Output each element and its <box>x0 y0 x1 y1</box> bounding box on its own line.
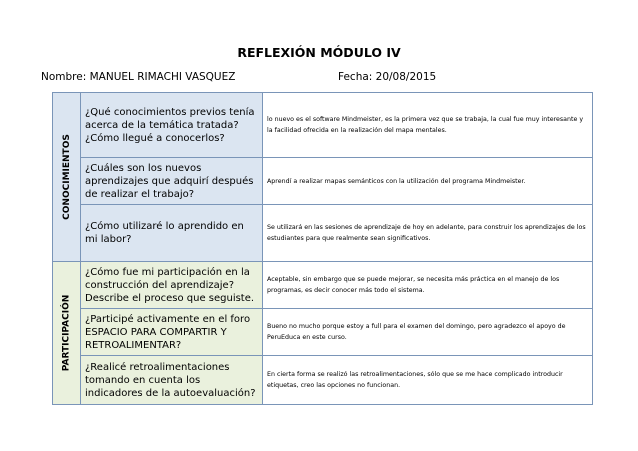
student-name: Nombre: MANUEL RIMACHI VASQUEZ <box>41 71 236 83</box>
section-label-participacion <box>53 262 81 405</box>
answer-cell: Aprendí a realizar mapas semánticos con la utilización del programa Mindmeister. <box>263 158 593 205</box>
table-row <box>53 158 593 205</box>
answer-cell: lo nuevo es el software Mindmeister, es la primera vez que se trabaja, la cual fue muy interesante y la facilidad ofrecida en la realización del mapa mentales. <box>263 93 593 158</box>
question-cell: ¿Cuáles son los nuevos aprendizajes que adquirí después de realizar el trabajo? <box>81 158 263 205</box>
reflection-table <box>52 92 593 405</box>
answer-cell: Bueno no mucho porque estoy a full para el examen del domingo, pero agradezco el apoyo de PeruEduca en este curso. <box>263 309 593 356</box>
table-row <box>53 205 593 262</box>
question-cell: ¿Cómo utilizaré lo aprendido en mi labor? <box>81 205 263 262</box>
section-label-text: CONOCIMIENTOS <box>61 134 72 220</box>
question-cell: ¿Qué conocimientos previos tenía acerca de la temática tratada? ¿Cómo llegué a conocerlos? <box>81 93 263 158</box>
table-row <box>53 93 593 158</box>
answer-cell: Se utilizará en las sesiones de aprendizaje de hoy en adelante, para construir los aprendizajes de los estudiantes para que realmente sean significativos. <box>263 205 593 262</box>
question-cell: ¿Realicé retroalimentaciones tomando en cuenta los indicadores de la autoevaluación? <box>81 356 263 405</box>
section-label-conocimientos <box>53 93 81 262</box>
question-cell: ¿Participé activamente en el foro ESPACIO PARA COMPARTIR Y RETROALIMENTAR? <box>81 309 263 356</box>
question-cell: ¿Cómo fue mi participación en la construcción del aprendizaje? Describe el proceso que seguiste. <box>81 262 263 309</box>
table-row <box>53 356 593 405</box>
report-date: Fecha: 20/08/2015 <box>338 71 437 83</box>
answer-cell: En cierta forma se realizó las retroalimentaciones, sólo que se me hace complicado introducir etiquetas, creo las opciones no funcionan. <box>263 356 593 405</box>
table-row <box>53 262 593 309</box>
document-title: REFLEXIÓN MÓDULO IV <box>237 45 401 60</box>
table-row <box>53 309 593 356</box>
answer-cell: Aceptable, sin embargo que se puede mejorar, se necesita más práctica en el manejo de los programas, es decir conocer más todo el sistema. <box>263 262 593 309</box>
section-label-text: PARTICIPACIÓN <box>61 294 72 372</box>
